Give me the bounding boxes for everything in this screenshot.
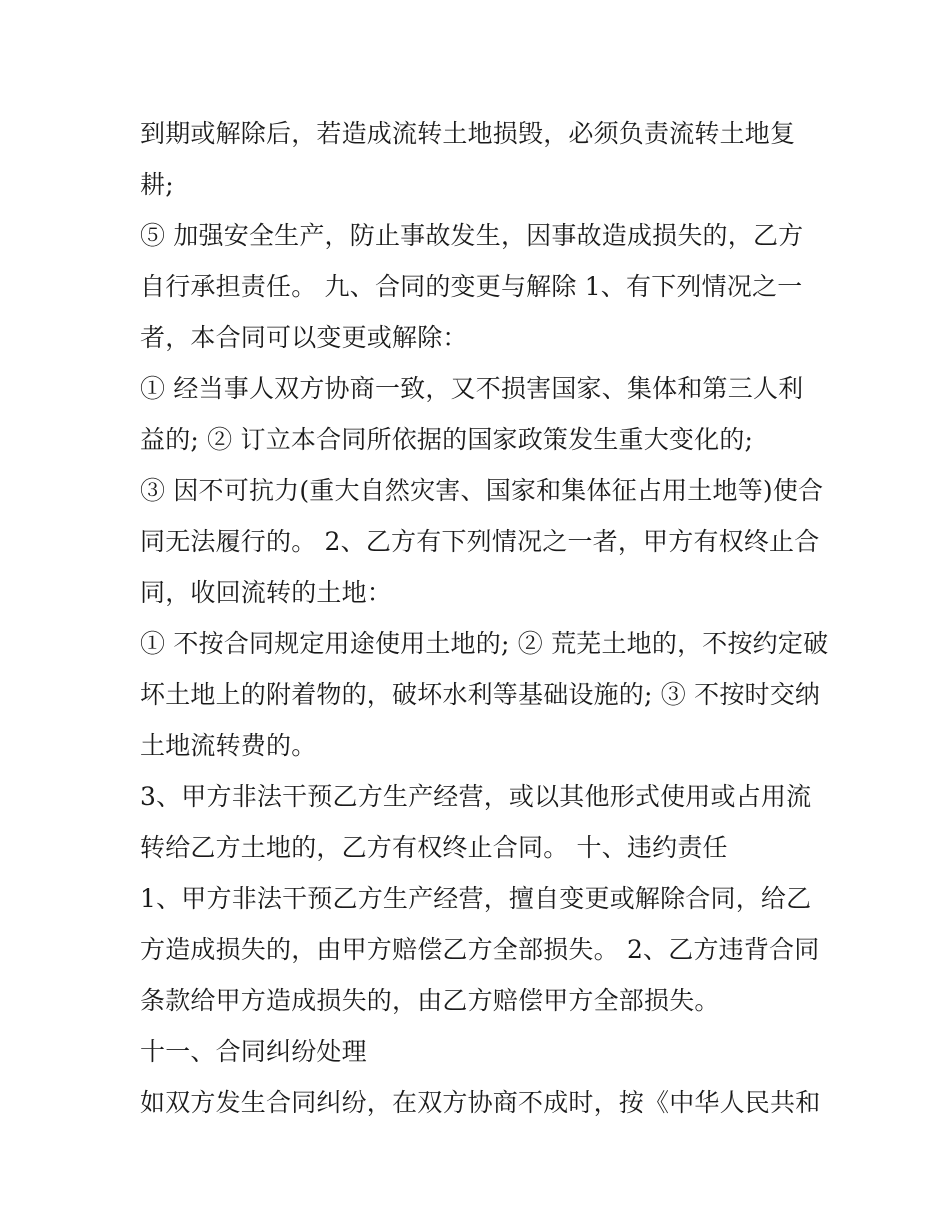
text-line: 益的; ② 订立本合同所依据的国家政策发生重大变化的; <box>140 425 754 454</box>
text-line: ① 经当事人双方协商一致，又不损害国家、集体和第三人利 <box>140 374 804 403</box>
text-line: 同无法履行的。 2、乙方有下列情况之一者，甲方有权终止合 <box>140 527 820 556</box>
text-line: ③ 因不可抗力(重大自然灾害、国家和集体征占用土地等)使合 <box>140 476 824 505</box>
text-line: 1、甲方非法干预乙方生产经营，擅自变更或解除合同，给乙 <box>140 884 812 913</box>
text-line: 条款给甲方造成损失的，由乙方赔偿甲方全部损失。 <box>140 986 720 1015</box>
text-line: 自行承担责任。 九、合同的变更与解除 1、有下列情况之一 <box>140 272 803 301</box>
text-line: 到期或解除后，若造成流转土地损毁，必须负责流转土地复 <box>140 119 796 148</box>
text-line: ⑤ 加强安全生产，防止事故发生，因事故造成损失的，乙方 <box>140 221 804 250</box>
text-line: 转给乙方土地的，乙方有权终止合同。 十、违约责任 <box>140 833 728 862</box>
text-line: 同，收回流转的土地： <box>140 578 393 607</box>
text-line: 者，本合同可以变更或解除： <box>140 323 468 352</box>
text-line: ① 不按合同规定用途使用土地的; ② 荒芜土地的，不按约定破 <box>140 629 829 658</box>
text-line: 如双方发生合同纠纷，在双方协商不成时，按《中华人民共和 <box>140 1088 821 1117</box>
text-line: 坏土地上的附着物的，破坏水利等基础设施的; ③ 不按时交纳 <box>140 680 821 709</box>
text-line: 土地流转费的。 <box>140 731 317 760</box>
text-line: 3、甲方非法干预乙方生产经营，或以其他形式使用或占用流 <box>140 782 812 811</box>
text-line: 十一、合同纠纷处理 <box>140 1037 367 1066</box>
text-line: 耕; <box>140 170 174 199</box>
text-line: 方造成损失的，由甲方赔偿乙方全部损失。 2、乙方违背合同 <box>140 935 820 964</box>
document-body <box>140 108 829 1128</box>
